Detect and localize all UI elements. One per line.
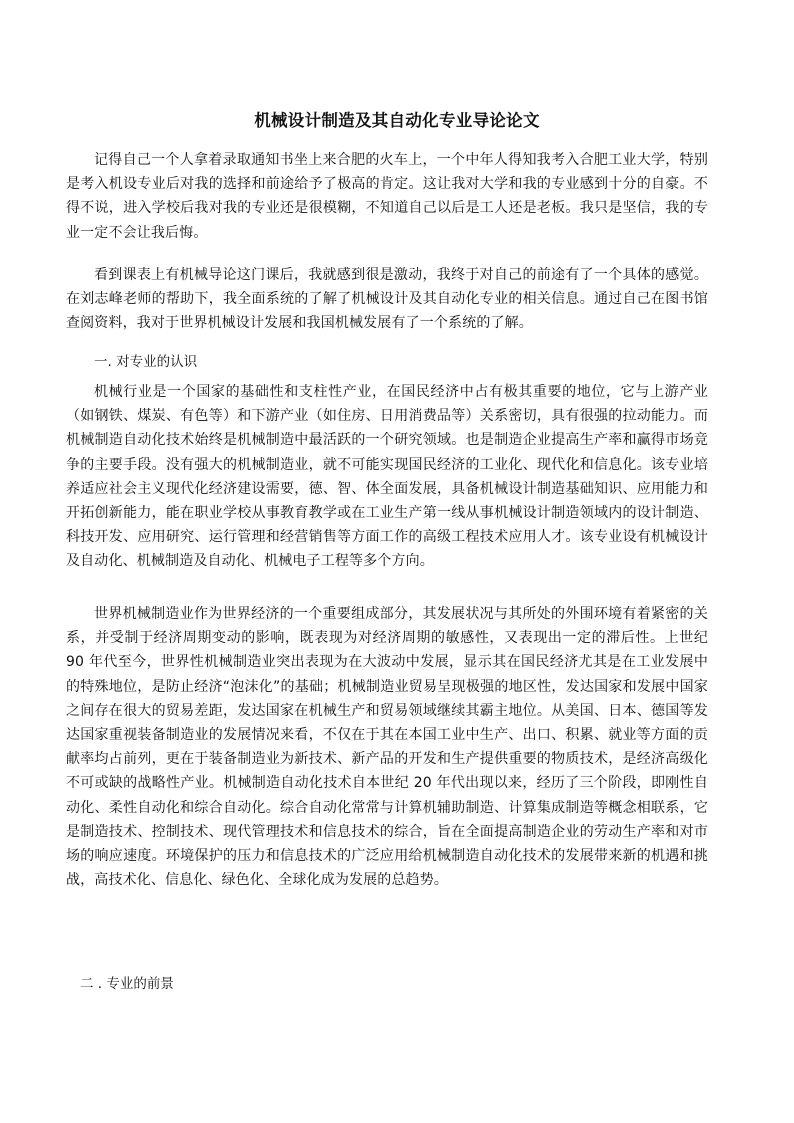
section-heading-2: 二 . 专业的前景	[80, 976, 174, 992]
document-title: 机械设计制造及其自动化专业导论论文	[254, 111, 540, 130]
paragraph-intro-2: 看到课表上有机械导论这门课后，我就感到很是激动，我终于对自己的前途有了一个具体的感觉。在刘志峰老师的帮助下，我全面系统的了解了机械设计及其自动化专业的相关信息。通过自己在图书馆查阅资料，我对于世界机械设计发展和我国机械发展有了一个系统的了解。	[66, 267, 708, 332]
paragraph-world-manufacturing: 世界机械制造业作为世界经济的一个重要组成部分，其发展状况与其所处的外围环境有着紧密的关系，并受制于经济周期变动的影响，既表现为对经济周期的敏感性，又表现出一定的滞后性。上世纪 90 年代至今，世界性机械制造业突出表现为在大波动中发展，显示其在国民经济尤其是在工业发展中的特殊地位，是防止经济“泡沫化”的基础；机械制造业贸易呈现极强的地区性，发达国家和发展中国家之间存在很大的贸易差距，发达国家在机械生产和贸易领域继续其霸主地位。从美国、日本、德国等发达国家重视装备制造业的发展情况来看，不仅在于其在本国工业中生产、出口、积累、就业等方面的贡献率均占前列，更在于装备制造业为新技术、新产品的开发和生产提供重要的物质技术，是经济高级化不可或缺的战略性产业。机械制造自动化技术自本世纪 20 年代出现以来，经历了三个阶段，即刚性自动化、柔性自动化和综合自动化。综合自动化常常与计算机辅助制造、计算集成制造等概念相联系，它是制造技术、控制技术、现代管理技术和信息技术的综合，旨在全面提高制造企业的劳动生产率和对市场的响应速度。环境保护的压力和信息技术的广泛应用给机械制造自动化技术的发展带来新的机遇和挑战，高技术化、信息化、绿色化、全球化成为发展的总趋势。	[66, 606, 708, 889]
paragraph-industry: 机械行业是一个国家的基础性和支柱性产业，在国民经济中占有极其重要的地位，它与上游产业（如钢铁、煤炭、有色等）和下游产业（如住房、日用消费品等）关系密切，具有很强的拉动能力。而机械制造自动化技术始终是机械制造中最活跃的一个研究领域。也是制造企业提高生产率和赢得市场竞争的主要手段。没有强大的机械制造业，就不可能实现国民经济的工业化、现代化和信息化。该专业培养适应社会主义现代化经济建设需要，德、智、体全面发展，具备机械设计制造基础知识、应用能力和开拓创新能力，能在职业学校从事教育教学或在工业生产第一线从事机械设计制造领域内的设计制造、科技开发、应用研究、运行管理和经营销售等方面工作的高级工程技术应用人才。该专业设有机械设计及自动化、机械制造及自动化、机械电子工程等多个方向。	[66, 384, 708, 570]
paragraph-intro-1: 记得自己一个人拿着录取通知书坐上来合肥的火车上，一个中年人得知我考入合肥工业大学，特别是考入机设专业后对我的选择和前途给予了极高的肯定。这让我对大学和我的专业感到十分的自豪。不得不说，进入学校后我对我的专业还是很模糊，不知道自己以后是工人还是老板。我只是坚信，我的专业一定不会让我后悔。	[66, 152, 708, 241]
section-heading-1: 一. 对专业的认识	[94, 354, 198, 370]
